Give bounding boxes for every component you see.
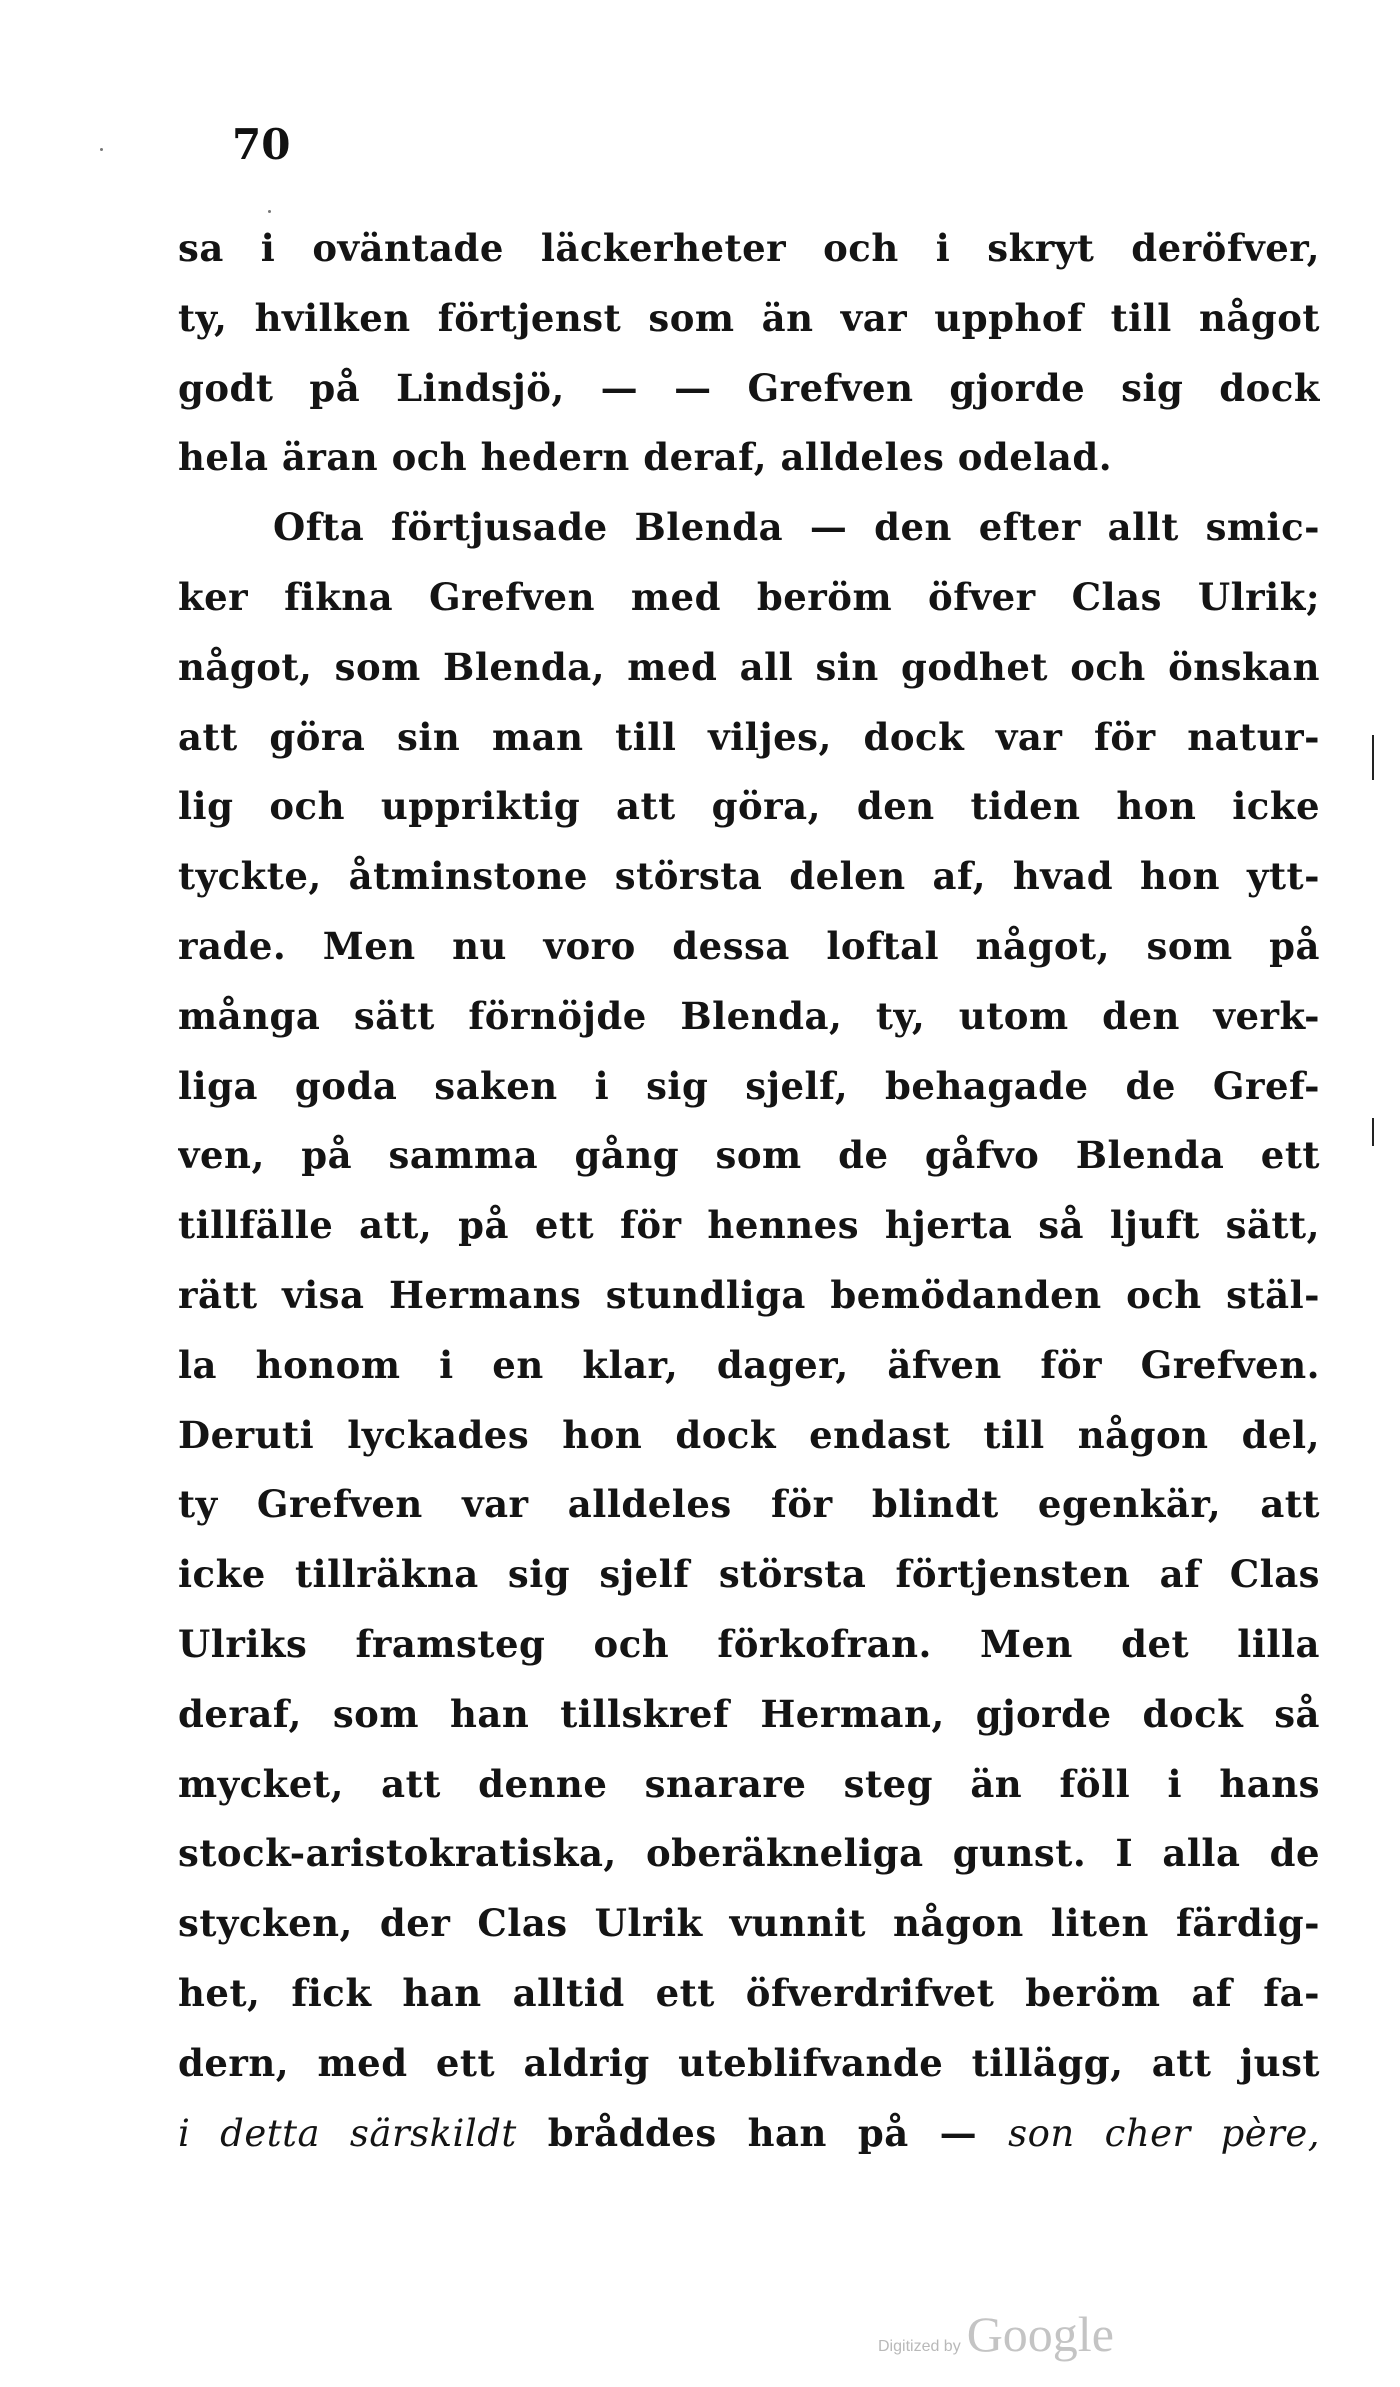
text-line: tyckte, åtminstone största delen af, hvad hon ytt-: [178, 854, 1320, 899]
digitized-by-text: Digitized by: [878, 2338, 961, 2355]
text-line: ker fikna Grefven med beröm öfver Clas Ulrik;: [178, 574, 1320, 619]
text-line: dern, med ett aldrig uteblifvande tillägg, att just: [178, 2040, 1320, 2085]
digitized-watermark: [878, 2305, 1114, 2363]
page-number: 70: [232, 120, 291, 169]
text-line: att göra sin man till viljes, dock var för natur-: [178, 714, 1320, 759]
italic-phrase: son cher père,: [1008, 2111, 1320, 2155]
text-line: stycken, der Clas Ulrik vunnit någon liten färdig-: [178, 1901, 1320, 1946]
scan-edge-mark: [1372, 1118, 1374, 1146]
paragraph-start-line: Ofta förtjusade Blenda — den efter allt smic-: [273, 505, 1320, 550]
text-line: tillfälle att, på ett för hennes hjerta så ljuft sätt,: [178, 1203, 1320, 1248]
text-line: icke tillräkna sig sjelf största förtjensten af Clas: [178, 1552, 1320, 1597]
italic-phrase: i detta särskildt: [178, 2111, 517, 2155]
text-line: rätt visa Hermans stundliga bemödanden och stäl-: [178, 1272, 1320, 1317]
text-line: la honom i en klar, dager, äfven för Grefven.: [178, 1342, 1320, 1387]
scan-speck: [268, 210, 271, 213]
text-line: lig och uppriktig att göra, den tiden hon icke: [178, 784, 1320, 829]
text-line: ty Grefven var alldeles för blindt egenkär, att: [178, 1482, 1320, 1527]
text-line: rade. Men nu voro dessa loftal något, som på: [178, 923, 1320, 968]
text-line: ty, hvilken förtjenst som än var upphof till något: [178, 295, 1320, 340]
text-line: Ulriks framsteg och förkofran. Men det lilla: [178, 1621, 1320, 1666]
text-line: stock-aristokratiska, oberäkneliga gunst. I alla de: [178, 1831, 1320, 1876]
text-line: Deruti lyckades hon dock endast till någon del,: [178, 1412, 1320, 1457]
text-line: många sätt förnöjde Blenda, ty, utom den verk-: [178, 993, 1320, 1038]
google-logo: Google: [966, 2306, 1114, 2362]
text-line: hela äran och hedern deraf, alldeles odelad.: [178, 435, 1113, 480]
text-line: mycket, att denne snarare steg än föll i hans: [178, 1761, 1320, 1806]
body-text: [178, 214, 1320, 2168]
last-text-line: [178, 2099, 1320, 2169]
text-line: något, som Blenda, med all sin godhet och önskan: [178, 644, 1320, 689]
text-line: liga goda saken i sig sjelf, behagade de Gref-: [178, 1063, 1320, 1108]
text-line: deraf, som han tillskref Herman, gjorde dock så: [178, 1691, 1320, 1736]
text-line: sa i oväntade läckerheter och i skryt deröfver,: [178, 226, 1320, 270]
scan-speck: [100, 148, 103, 151]
text-line: godt på Lindsjö, — — Grefven gjorde sig dock: [178, 365, 1320, 410]
scan-edge-mark: [1372, 735, 1374, 780]
text-line: ven, på samma gång som de gåfvo Blenda ett: [178, 1133, 1320, 1178]
text-line: het, fick han alltid ett öfverdrifvet beröm af fa-: [178, 1970, 1320, 2015]
plain-phrase: bråddes han på —: [516, 2110, 1009, 2155]
